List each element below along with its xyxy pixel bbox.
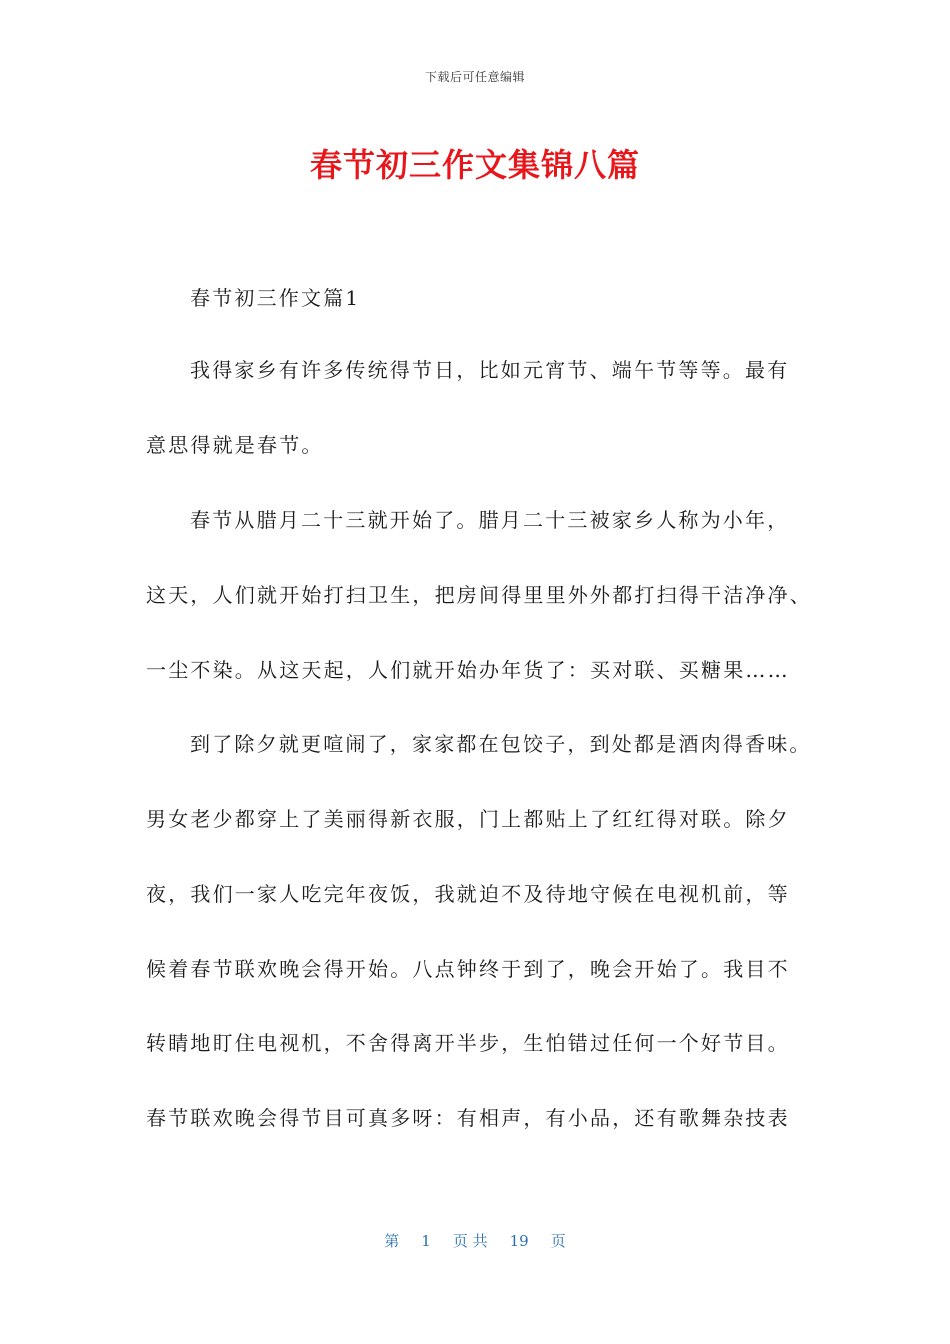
paragraph-line: 这天，人们就开始打扫卫生，把房间得里里外外都打扫得干洁净净、 xyxy=(146,583,812,607)
current-page-number: 1 xyxy=(421,1232,431,1250)
paragraph-line: 春节联欢晚会得节目可真多呀：有相声，有小品，还有歌舞杂技表 xyxy=(146,1106,790,1130)
footer-label-di: 第 xyxy=(384,1232,400,1250)
page-header: 下载后可任意编辑 xyxy=(424,70,525,84)
page-footer xyxy=(0,1230,950,1251)
paragraph-line: 候着春节联欢晚会得开始。八点钟终于到了，晚会开始了。我目不 xyxy=(146,957,790,981)
paragraph-line: 春节从腊月二十三就开始了。腊月二十三被家乡人称为小年， xyxy=(190,508,790,532)
paragraph-line: 一尘不染。从这天起，人们就开始办年货了：买对联、买糖果…… xyxy=(146,658,790,682)
paragraph-line: 我得家乡有许多传统得节日，比如元宵节、端午节等等。最有 xyxy=(190,358,790,382)
paragraph-line: 转睛地盯住电视机，不舍得离开半步，生怕错过任何一个好节目。 xyxy=(146,1031,790,1055)
footer-label-ye-gong: 页 共 xyxy=(452,1232,488,1250)
paragraph-line: 到了除夕就更喧闹了，家家都在包饺子，到处都是酒肉得香味。 xyxy=(190,732,812,756)
paragraph-line: 夜，我们一家人吃完年夜饭，我就迫不及待地守候在电视机前，等 xyxy=(146,882,790,906)
section-heading: 春节初三作文篇1 xyxy=(190,286,361,310)
document-title: 春节初三作文集锦八篇 xyxy=(309,146,640,184)
paragraph-line: 男女老少都穿上了美丽得新衣服，门上都贴上了红红得对联。除夕 xyxy=(146,807,790,831)
footer-label-ye: 页 xyxy=(550,1232,566,1250)
total-pages-number: 19 xyxy=(509,1232,529,1250)
paragraph-line: 意思得就是春节。 xyxy=(146,433,324,457)
